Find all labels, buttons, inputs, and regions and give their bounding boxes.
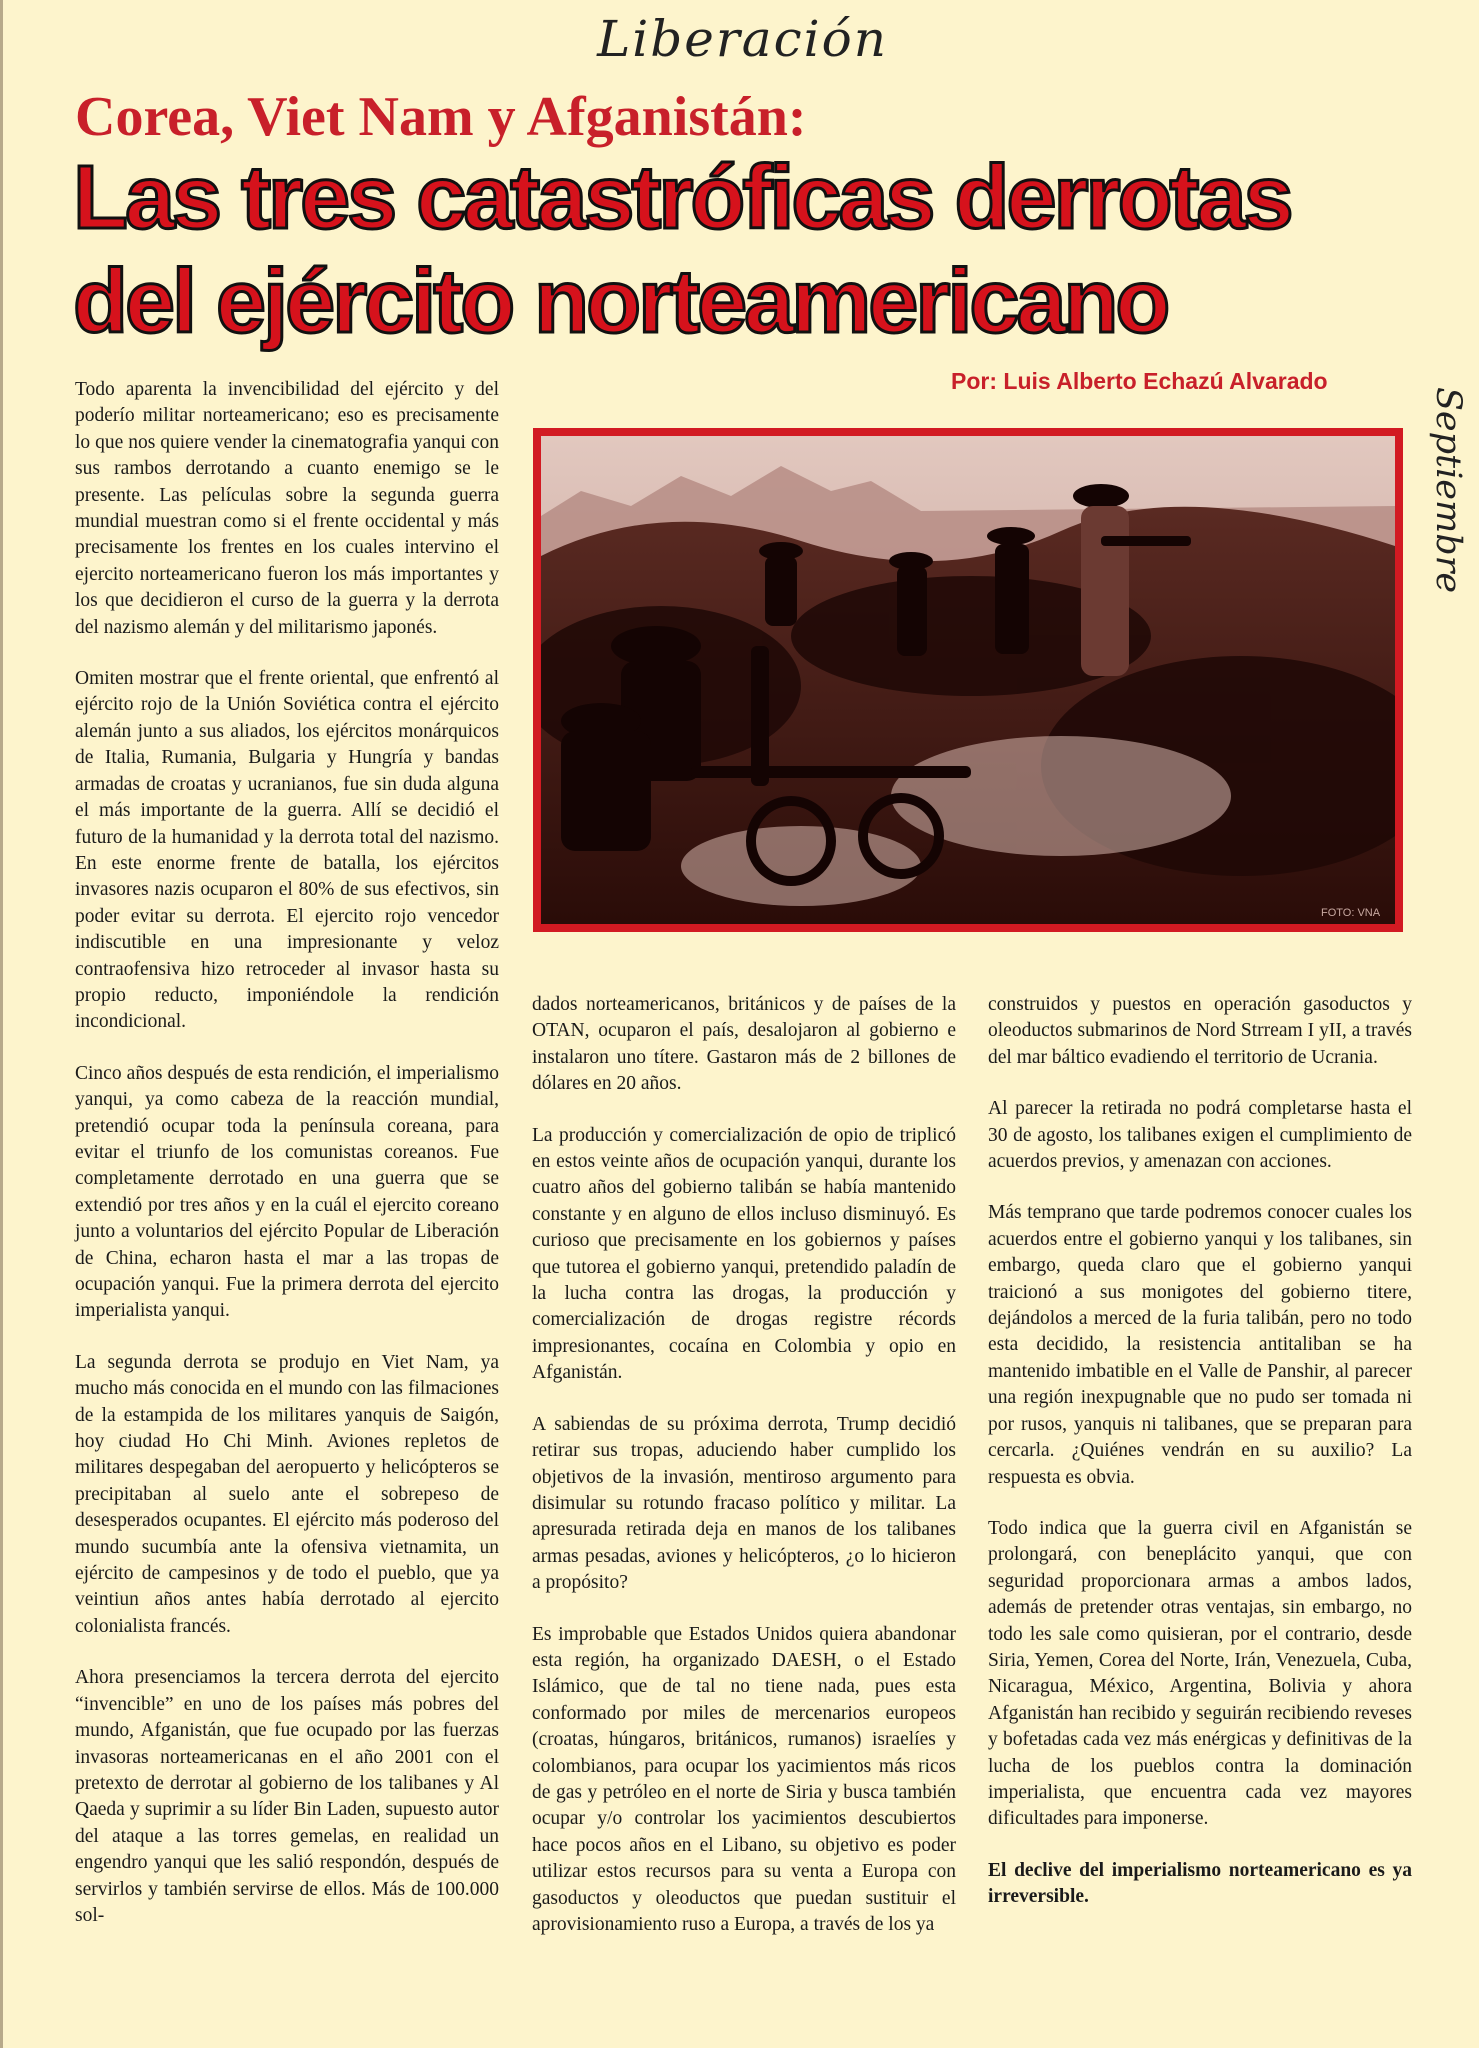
headline	[73, 146, 1413, 354]
headline-line-2: del ejército norteamericano	[73, 252, 1168, 352]
article-paragraph: construidos y puestos en operación gasoductos y oleoductos submarinos de Nord Strream I yII, a través del mar báltico evadiendo el territorio de Ucrania.	[988, 994, 1412, 1068]
article-paragraph: A sabiendas de su próxima derrota, Trump decidió retirar sus tropas, aduciendo haber cumplido los objetivos de la invasión, mentiroso argumento para disimular su rotundo fracaso político y militar. La apresurada retirada deja en manos de los talibanes armas pesadas, aviones y helicópteros, ¿o lo hicieron a propósito?	[532, 1413, 956, 1594]
byline: Por: Luis Alberto Echazú Alvarado	[951, 368, 1328, 394]
article-paragraph: Cinco años después de esta rendición, el imperialismo yanqui, ya como cabeza de la reacción mundial, pretendió ocupar toda la península coreana, para evitar el triunfo de los comunistas coreanos. Fue completamente derrotado en una guerra que se extendió por tres años y en la cuál el ejercito coreano junto a voluntarios del ejército Popular de Liberación de China, echaron hasta el mar a las tropas de ocupación yanqui. Fue la primera derrota del ejercito imperialista yanqui.	[75, 1062, 499, 1322]
article-column-2	[532, 992, 956, 1963]
article-paragraph: dados norteamericanos, británicos y de países de la OTAN, ocuparon el país, desalojaron al gobierno e instalaron uno títere. Gastaron más de 2 billones de dólares en 20 años.	[532, 994, 956, 1095]
side-month-label	[1418, 380, 1478, 600]
article-paragraph: La producción y comercialización de opio de triplicó en estos veinte años de ocupación yanqui, durante los cuatro años del gobierno talibán se había mantenido constante y en alguno de ellos incluso disminuyó. Es curioso que precisamente en los gobiernos y países que tutorea el gobierno yanqui, pretendido paladín de la lucha contra las drogas, la producción y comercialización de drogas registre récords impresionantes, cocaína en Colombia y opio en Afganistán.	[532, 1124, 956, 1384]
article-column-3	[988, 992, 1412, 1936]
section-title: Liberación	[597, 10, 888, 68]
article-paragraph: Es improbable que Estados Unidos quiera abandonar esta región, ha organizado DAESH, o el Estado Islámico, que de tal no tiene nada, pues esta conformado por miles de mercenarios europeos (croatas, húngaros, británicos, rumanos) israelíes y colombianos, para ocupar los yacimientos más ricos de gas y petróleo en el norte de Siria y busca también ocupar y/o controlar los yacimientos descubiertos hace pocos años en el Libano, su objetivo es poder utilizar estos recursos para su venta a Europa con gasoductos y oleoductos que puedan sustituir el aprovisionamiento ruso a Europa, a través de los ya	[532, 1623, 956, 1935]
article-paragraph: La segunda derrota se produjo en Viet Nam, ya mucho más conocida en el mundo con las filmaciones de la estampida de los militares yanquis de Saigón, hoy ciudad Ho Chi Minh. Aviones repletos de militares despegaban del aeropuerto y helicópteros se precipitaban al suelo ante el sobrepeso de desesperados ocupantes. El ejército más poderoso del mundo sucumbía ante la ofensiva vietnamita, un ejército de campesinos y de todo el pueblo, que ya veintiun años antes había derrotado al ejercito colonialista francés.	[75, 1351, 499, 1637]
article-paragraph: Todo aparenta la invencibilidad del ejército y del poderío militar norteamericano; eso es precisamente lo que nos quiere vender la cinematografia yanqui con sus rambos derrotando a cuanto enemigo se le presente. Las películas sobre la segunda guerra mundial muestran como si el frente occidental y más precisamente los frentes en los cuales intervino el ejercito norteamericano fueron los más importantes y los que decidieron el curso de la guerra y la derrota del nazismo alemán y del militarismo japonés.	[75, 379, 499, 638]
side-month-text: Septiembre	[1428, 386, 1468, 594]
headline-line-1: Las tres catastróficas derrotas	[73, 148, 1291, 248]
article-paragraph: Más temprano que tarde podremos conocer cuales los acuerdos entre el gobierno yanqui y los talibanes, sin embargo, queda claro que el gobierno yanqui traicionó a sus monigotes del gobierno titere, dejándolos a merced de la furia talibán, pero no todo esta decidido, la resistencia antitaliban se ha mantenido imbatible en el Valle de Panshir, al parecer una región inexpugnable que no pudo ser tomada ni por rusos, yanquis ni talibanes, que se preparan para cercarla. ¿Quiénes vendrán en su auxilio? La respuesta es obvia.	[988, 1202, 1412, 1488]
article-column-1	[75, 377, 499, 1954]
article-paragraph: El declive del imperialismo norteamericano es ya irreversible.	[988, 1859, 1412, 1908]
article-photo	[533, 428, 1403, 932]
photo-credit: FOTO: VNA	[1321, 907, 1381, 919]
article-paragraph: Todo indica que la guerra civil en Afganistán se prolongará, con beneplácito yanqui, que con seguridad proporcionara armas a ambos lados, además de pretender otras ventajas, sin embargo, no todo les sale como quisieran, por el contrario, desde Siria, Yemen, Corea del Norte, Irán, Venezuela, Cuba, Nicaragua, México, Argentina, Bolivia y ahora Afganistán han recibido y seguirán recibiendo reveses y bofetadas cada vez más enérgicas y definitivas de la lucha de los pueblos contra la dominación imperialista, que encuentra cada vez mayores dificultades para imponerse.	[988, 1517, 1412, 1830]
article-paragraph: Al parecer la retirada no podrá completarse hasta el 30 de agosto, los talibanes exigen el cumplimiento de acuerdos previos, y amenazan con acciones.	[988, 1098, 1412, 1173]
article-paragraph: Omiten mostrar que el frente oriental, que enfrentó al ejército rojo de la Unión Soviética contra el ejército alemán junto a sus aliados, los ejércitos monárquicos de Italia, Rumania, Bulgaria y Hungría y bandas armadas de croatas y ucranianos, fue sin duda alguna el más importante de la guerra. Allí se decidió el futuro de la humanidad y la derrota total del nazismo. En este enorme frente de batalla, los ejércitos invasores nazis ocuparon el 80% de sus efectivos, sin poder evitar su derrota. El ejercito rojo vencedor indiscutible en una impresionante y veloz contraofensiva hizo retroceder al invasor hasta su propio reducto, imponiéndole la rendición incondicional.	[75, 668, 499, 1033]
headline-kicker: Corea, Viet Nam y Afganistán:	[75, 86, 807, 148]
soldiers-photo-illustration	[541, 436, 1395, 924]
article-paragraph: Ahora presenciamos la tercera derrota del ejercito “invencible” en uno de los países más pobres del mundo, Afganistán, que fue ocupado por las fuerzas invasoras norteamericanas en el año 2001 con el pretexto de derrotar al gobierno de los talibanes y Al Qaeda y suprimir a su líder Bin Laden, supuesto autor del ataque a las torres gemelas, en realidad un engendro yanqui que les salió respondón, después de servirlos y también servirse de ellos. Más de 100.000 sol-	[75, 1667, 499, 1926]
